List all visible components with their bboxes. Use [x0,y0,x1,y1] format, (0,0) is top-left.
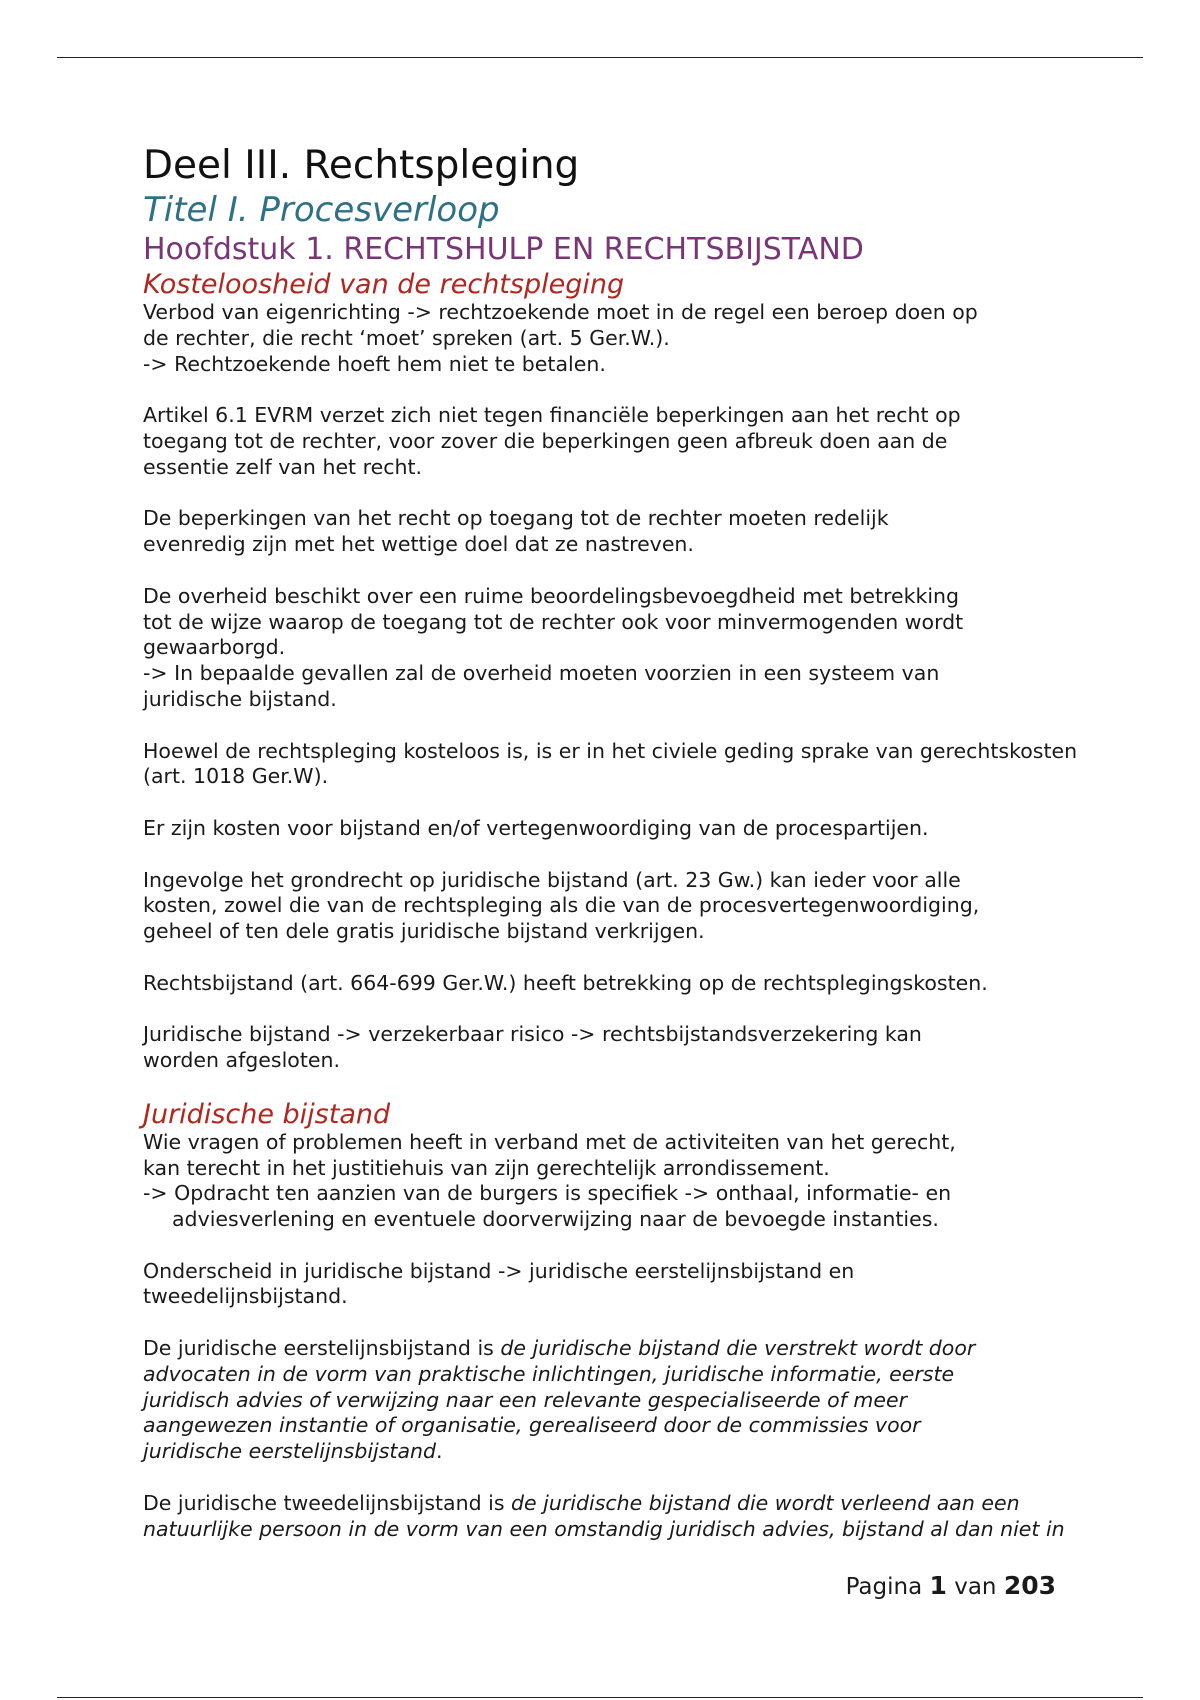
text-line [143,1491,1153,1517]
paragraph [143,300,1153,377]
part-heading: Deel III. Rechtspleging [143,143,580,188]
text-line: aangewezen instantie of organisatie, gerealiseerd door de commissies voor [143,1413,921,1438]
paragraph [143,971,1153,997]
text-line: Er zijn kosten voor bijstand en/of vertegenwoordiging van de procespartijen. [143,815,929,840]
bottom-rule [57,1697,1143,1698]
text-line: essentie zelf van het recht. [143,454,423,479]
text-line: (art. 1018 Ger.W). [143,764,329,789]
text-line: Artikel 6.1 EVRM verzet zich niet tegen financiële beperkingen aan het recht op [143,403,961,428]
definition-eerstelijnsbijstand [143,1336,1153,1465]
text-line: tweedelijnsbijstand. [143,1284,348,1309]
section-kosteloosheid [143,300,1153,1074]
paragraph [143,1259,1153,1311]
text-line: juridisch advies of verwijzing naar een relevante gespecialiseerde of meer [143,1387,907,1412]
paragraph [143,1130,1153,1233]
page-number-prefix: Pagina [845,1574,930,1600]
definition-intro: De juridische tweedelijnsbijstand is [143,1490,512,1515]
chapter-heading: Hoofdstuk 1. RECHTSHULP EN RECHTSBIJSTAND [143,232,864,267]
section-heading-juridische-bijstand: Juridische bijstand [143,1098,391,1130]
paragraph [143,739,1153,791]
text-line: juridische bijstand. [143,686,337,711]
text-line: -> Opdracht ten aanzien van de burgers is specifiek -> onthaal, informatie- en [143,1181,952,1206]
text-line: Verbod van eigenrichting -> rechtzoekende moet in de regel een beroep doen op [143,300,978,324]
paragraph [143,816,1153,842]
definition-italic: de juridische bijstand die verstrekt wordt door [500,1336,976,1361]
page-number-middle: van [946,1574,1004,1600]
text-line: evenredig zijn met het wettige doel dat ze nastreven. [143,532,694,557]
text-line: de rechter, die recht ‘moet’ spreken (art. 5 Ger.W.). [143,325,670,350]
definition-italic: de juridische bijstand die wordt verleend aan een [511,1490,1020,1515]
text-line: gewaarborgd. [143,635,286,660]
text-line: Ingevolge het grondrecht op juridische bijstand (art. 23 Gw.) kan ieder voor alle [143,867,961,892]
text-line: adviesverlening en eventuele doorverwijzing naar de bevoegde instanties. [172,1207,939,1232]
text-line: Wie vragen of problemen heeft in verband met de activiteiten van het gerecht, [143,1129,956,1154]
paragraph [143,1022,1153,1074]
definition-italic: juridische eerstelijnsbijstand [143,1439,437,1464]
page-number [846,1571,1056,1602]
definition-intro: De juridische eerstelijnsbijstand is [143,1336,501,1361]
definition-end: . [436,1439,443,1464]
text-line [143,1336,1153,1362]
section-heading-kosteloosheid: Kosteloosheid van de rechtspleging [143,269,625,300]
text-line: natuurlijke persoon in de vorm van een omstandig juridisch advies, bijstand al dan niet in [143,1516,1065,1541]
text-line [143,1439,1153,1465]
page-number-current: 1 [929,1571,947,1600]
text-line: -> In bepaalde gevallen zal de overheid moeten voorzien in een systeem van [143,661,940,686]
title-heading: Titel I. Procesverloop [143,190,500,230]
text-line: Juridische bijstand -> verzekerbaar risico -> rechtsbijstandsverzekering kan [143,1022,922,1047]
text-line: advocaten in de vorm van praktische inlichtingen, juridische informatie, eerste [143,1361,955,1386]
text-line: Onderscheid in juridische bijstand -> juridische eerstelijnsbijstand en [143,1258,855,1283]
text-line: De beperkingen van het recht op toegang tot de rechter moeten redelijk [143,506,889,531]
paragraph [143,506,1153,558]
page-number-total: 203 [1003,1571,1056,1600]
text-line: -> Rechtzoekende hoeft hem niet te betalen. [143,351,606,376]
paragraph [143,403,1153,480]
text-line: toegang tot de rechter, voor zover die beperkingen geen afbreuk doen aan de [143,428,948,453]
paragraph [143,868,1153,945]
top-rule [57,57,1143,58]
text-line: kan terecht in het justitiehuis van zijn gerechtelijk arrondissement. [143,1155,830,1180]
text-line: tot de wijze waarop de toegang tot de rechter ook voor minvermogenden wordt [143,609,964,634]
text-line: De overheid beschikt over een ruime beoordelingsbevoegdheid met betrekking [143,583,960,608]
paragraph [143,584,1153,713]
definition-tweedelijnsbijstand [143,1491,1153,1543]
text-line: Rechtsbijstand (art. 664-699 Ger.W.) heeft betrekking op de rechtsplegingskosten. [143,970,988,995]
page-content [143,142,1153,1542]
text-line: geheel of ten dele gratis juridische bijstand verkrijgen. [143,919,705,944]
text-line: Hoewel de rechtspleging kosteloos is, is er in het civiele geding sprake van gerechtskosten [143,738,1078,763]
text-line: kosten, zowel die van de rechtspleging als die van de procesvertegenwoordiging, [143,893,980,918]
text-line: worden afgesloten. [143,1048,340,1073]
